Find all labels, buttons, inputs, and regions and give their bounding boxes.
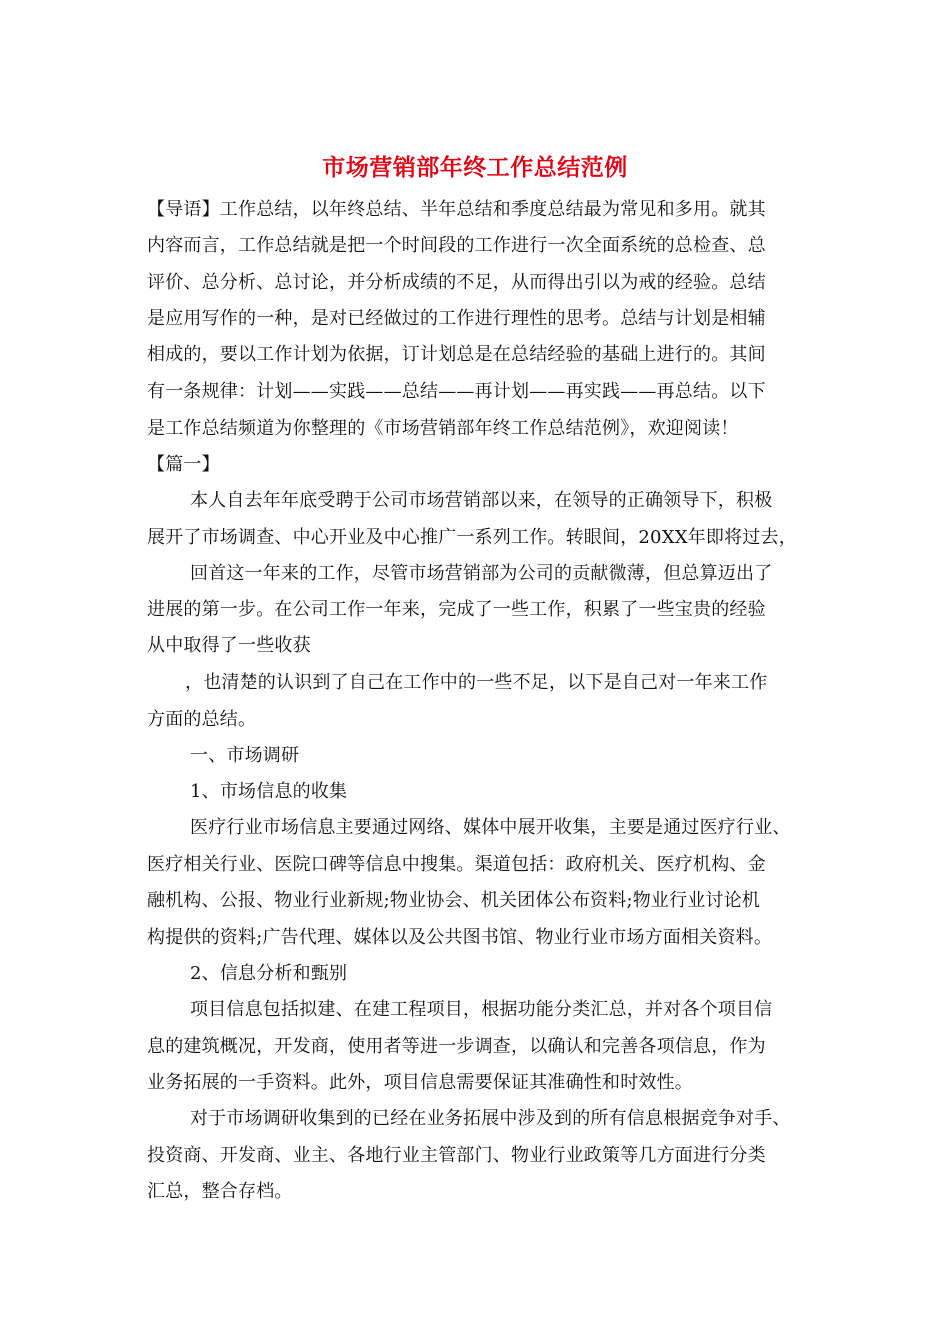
intro-line-4: 是应用写作的一种，是对已经做过的工作进行理性的思考。总结与计划是相辅 <box>147 308 766 329</box>
intro-line-5: 相成的，要以工作计划为依据，订计划总是在总结经验的基础上进行的。其间 <box>147 344 766 365</box>
body-line-10: 融机构、公报、物业行业新规;物业协会、机关团体公布资料;物业行业讨论机 <box>147 890 761 911</box>
intro-line-7: 是工作总结频道为你整理的《市场营销部年终工作总结范例》，欢迎阅读！ <box>147 418 739 439</box>
body-line-9: 医疗相关行业、医院口碑等信息中搜集。渠道包括：政府机关、医疗机构、金 <box>147 854 766 875</box>
subheading-market-research: 一、市场调研 <box>190 745 300 766</box>
intro-line-3: 评价、总分析、总讨论，并分析成绩的不足，从而得出引以为戒的经验。总结 <box>147 272 766 293</box>
body-line-6: ，也清楚的认识到了自己在工作中的一些不足，以下是自己对一年来工作 <box>185 672 768 693</box>
body-line-1: 本人自去年年底受聘于公司市场营销部以来，在领导的正确领导下，积极 <box>190 490 773 511</box>
body-line-15: 对于市场调研收集到的已经在业务拓展中涉及到的所有信息根据竞争对手、 <box>190 1108 791 1129</box>
intro-line-6: 有一条规律：计划——实践——总结——再计划——再实践——再总结。以下 <box>147 381 766 402</box>
body-line-2: 展开了市场调查、中心开业及中心推广一系列工作。转眼间，20XX年即将过去， <box>147 527 797 548</box>
body-line-5: 从中取得了一些收获 <box>147 635 311 656</box>
document-title: 市场营销部年终工作总结范例 <box>322 154 628 181</box>
body-line-16: 投资商、开发商、业主、各地行业主管部门、物业行业政策等几方面进行分类 <box>147 1145 766 1166</box>
subheading-info-collection: 1、市场信息的收集 <box>190 781 348 802</box>
body-line-11: 构提供的资料;广告代理、媒体以及公共图书馆、物业行业市场方面相关资料。 <box>147 927 773 948</box>
intro-line-1: 【导语】工作总结，以年终总结、半年总结和季度总结最为常见和多用。就其 <box>147 199 766 220</box>
body-line-12: 项目信息包括拟建、在建工程项目，根据功能分类汇总，并对各个项目信 <box>190 999 773 1020</box>
body-line-7: 方面的总结。 <box>147 709 257 730</box>
section-heading-1: 【篇一】 <box>147 454 220 475</box>
intro-line-2: 内容而言，工作总结就是把一个时间段的工作进行一次全面系统的总检查、总 <box>147 235 766 256</box>
subheading-info-analysis: 2、信息分析和甄别 <box>190 963 348 984</box>
body-line-13: 息的建筑概况，开发商，使用者等进一步调查，以确认和完善各项信息，作为 <box>147 1036 766 1057</box>
body-line-14: 业务拓展的一手资料。此外，项目信息需要保证其准确性和时效性。 <box>147 1072 693 1093</box>
body-line-17: 汇总，整合存档。 <box>147 1181 293 1202</box>
body-line-3: 回首这一年来的工作，尽管市场营销部为公司的贡献微薄，但总算迈出了 <box>190 563 773 584</box>
body-line-8: 医疗行业市场信息主要通过网络、媒体中展开收集，主要是通过医疗行业、 <box>190 817 791 838</box>
body-line-4: 进展的第一步。在公司工作一年来，完成了一些工作，积累了一些宝贵的经验 <box>147 599 766 620</box>
